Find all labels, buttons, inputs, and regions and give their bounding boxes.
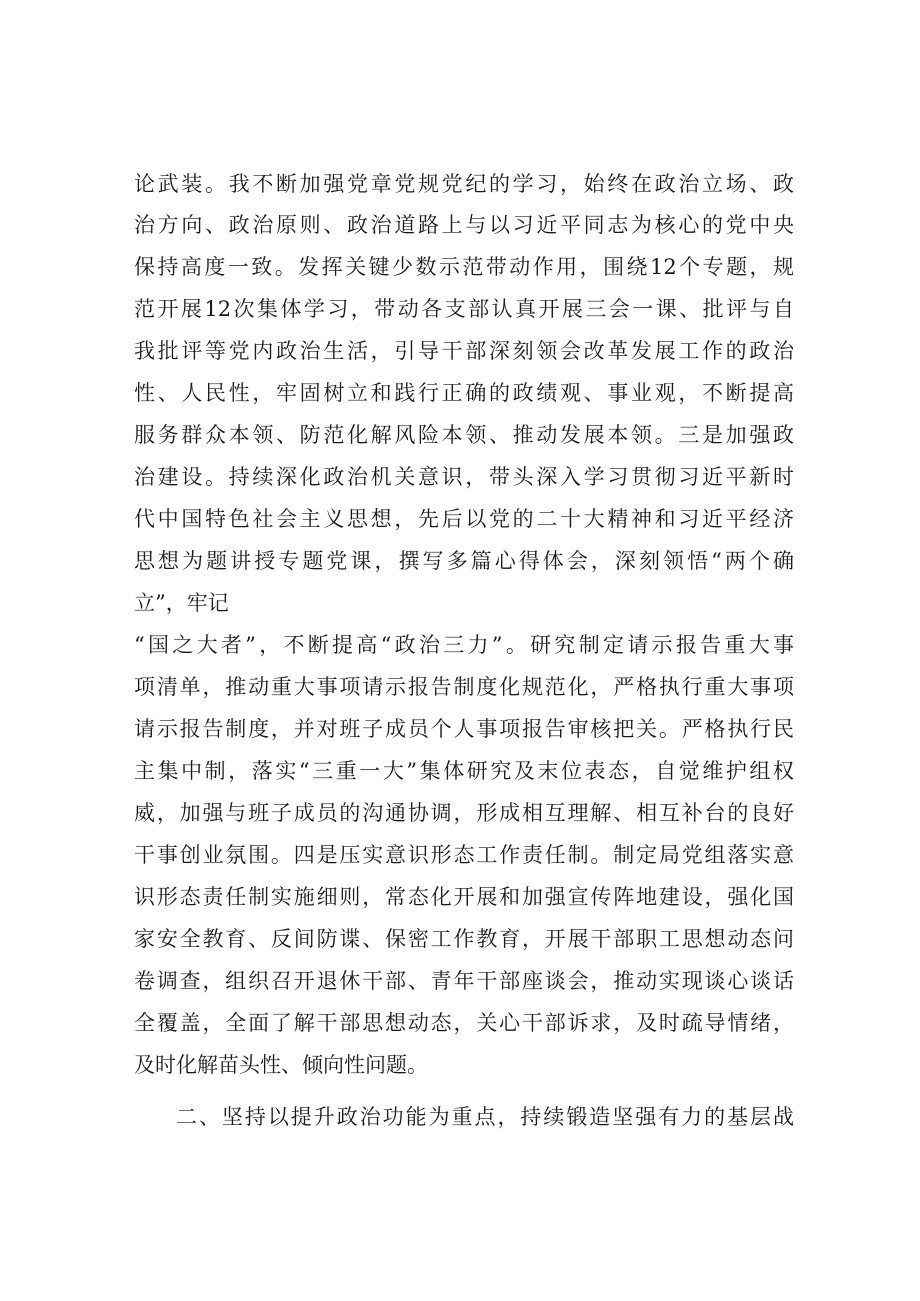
text-line: “国之大者”，不断提高“政治三力”。研究制定请示报告重大事	[134, 633, 794, 657]
text-line: 全覆盖，全面了解干部思想动态，关心干部诉求，及时疏导情绪，	[134, 1011, 794, 1035]
text-line: 保持高度一致。发挥关键少数示范带动作用，围绕12个专题，规	[134, 255, 794, 279]
text-line: 威，加强与班子成员的沟通协调，形成相互理解、相互补台的良好	[134, 801, 794, 825]
text-line: 立”，牢记	[134, 591, 229, 615]
text-line: 及时化解苗头性、倾向性问题。	[134, 1053, 428, 1077]
text-line: 识形态责任制实施细则，常态化开展和加强宣传阵地建设，强化国	[134, 885, 794, 909]
text-line: 思想为题讲授专题党课，撰写多篇心得体会，深刻领悟“两个确	[134, 549, 794, 573]
text-line: 我批评等党内政治生活，引导干部深刻领会改革发展工作的政治	[134, 339, 794, 363]
text-line: 治方向、政治原则、政治道路上与以习近平同志为核心的党中央	[134, 213, 794, 237]
text-line: 请示报告制度，并对班子成员个人事项报告审核把关。严格执行民	[134, 717, 794, 741]
text-line: 项清单，推动重大事项请示报告制度化规范化，严格执行重大事项	[134, 675, 794, 699]
text-line: 论武装。我不断加强党章党规党纪的学习，始终在政治立场、政	[134, 172, 794, 196]
text-line: 服务群众本领、防范化解风险本领、推动发展本领。三是加强政	[134, 423, 794, 447]
text-line: 家安全教育、反间防谍、保密工作教育，开展干部职工思想动态问	[134, 927, 794, 951]
text-line: 代中国特色社会主义思想，先后以党的二十大精神和习近平经济	[134, 507, 794, 531]
text-line: 范开展12次集体学习，带动各支部认真开展三会一课、批评与自	[134, 297, 794, 321]
text-line: 干事创业氛围。四是压实意识形态工作责任制。制定局党组落实意	[134, 843, 794, 867]
section-heading: 二、坚持以提升政治功能为重点，持续锻造坚强有力的基层战	[176, 1105, 794, 1129]
text-line: 治建设。持续深化政治机关意识，带头深入学习贯彻习近平新时	[134, 465, 794, 489]
text-line: 卷调查，组织召开退休干部、青年干部座谈会，推动实现谈心谈话	[134, 969, 794, 993]
text-line: 性、人民性，牢固树立和践行正确的政绩观、事业观，不断提高	[134, 381, 794, 405]
text-line: 主集中制，落实“三重一大”集体研究及末位表态，自觉维护组权	[134, 759, 794, 783]
